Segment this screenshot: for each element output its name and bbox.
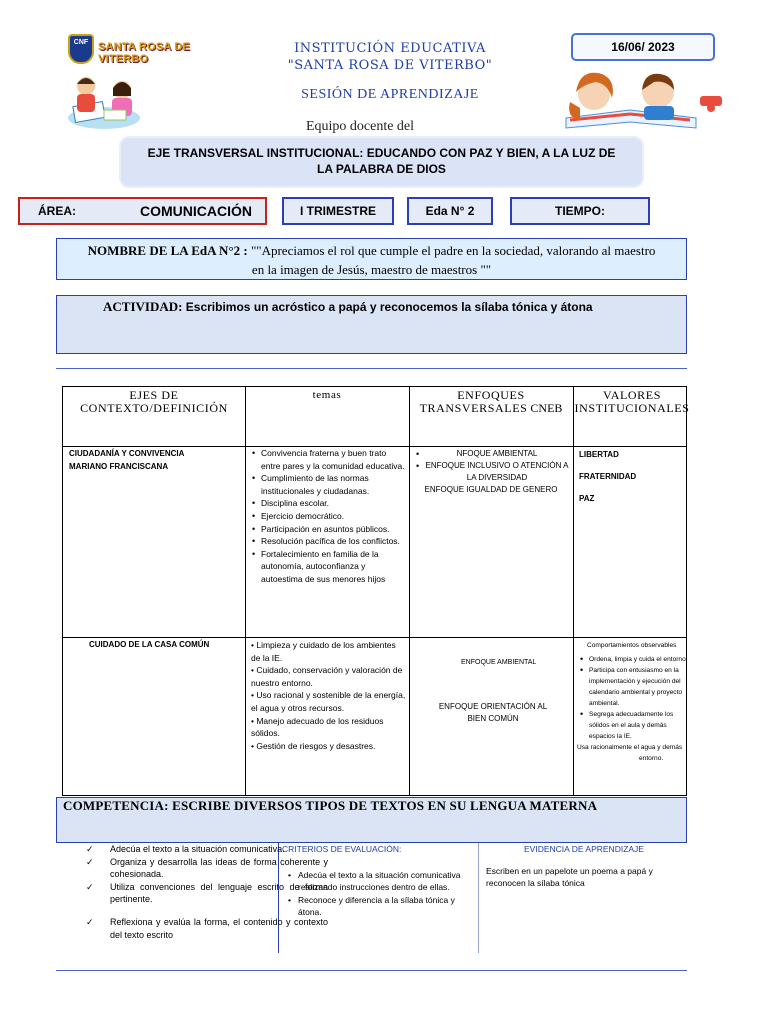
value-item: LIBERTAD xyxy=(579,450,619,459)
row2-enfoque-bien-comun: ENFOQUE ORIENTACIÓN AL BIEN COMÚN xyxy=(438,702,548,723)
row-divider xyxy=(63,637,686,638)
eda-name-box xyxy=(56,238,687,280)
header-enfoques: ENFOQUES TRANSVERSALES CNEB xyxy=(419,388,563,415)
row1-temas xyxy=(249,447,405,586)
topic-item: • Limpieza y cuidado de los ambientes de la IE. xyxy=(251,640,396,663)
trimester-box: I TRIMESTRE xyxy=(282,197,394,225)
area-label: ÁREA: xyxy=(38,204,76,218)
eda-name-text-1: ""Apreciamos el rol que cumple el padre en la sociedad, valorando al maestro xyxy=(247,243,656,258)
column-divider xyxy=(478,843,479,953)
header-temas: temas xyxy=(312,389,342,401)
area-box xyxy=(18,197,267,225)
school-logo-text: SANTA ROSA DE VITERBO xyxy=(98,41,191,65)
eda-name-label: NOMBRE DE LA EdA N°2 : xyxy=(87,243,248,258)
capacity-item: ✓ Reflexiona y evalúa la forma, el contenido y contexto del texto escrito xyxy=(86,916,328,941)
shield-icon: CNF xyxy=(68,34,94,64)
competence-detail xyxy=(56,843,687,953)
topic-item: • Participación en asuntos públicos. xyxy=(249,523,405,536)
row1-enfoques xyxy=(413,448,569,496)
column-divider xyxy=(409,387,410,795)
competence-title: COMPETENCIA: ESCRIBE DIVERSOS TIPOS DE TEXTOS EN SU LENGUA MATERNA xyxy=(63,798,598,813)
topic-item: • Manejo adecuado de los residuos sólidos. xyxy=(251,715,384,739)
row2-temas xyxy=(251,639,407,752)
header-ejes: EJES DE CONTEXTO/DEFINICIÓN xyxy=(80,388,228,415)
row2-eje: CUIDADO DE LA CASA COMÚN xyxy=(89,640,210,649)
topic-item: • Fortalecimiento en familia de la autonomía, autoconfianza y autoestima de sus menores hijos xyxy=(249,548,405,586)
time-box: TIEMPO: xyxy=(510,197,650,225)
children-book-illustration xyxy=(540,62,730,134)
activity-text: Escribimos un acróstico a papá y reconocemos la sílaba tónica y átona xyxy=(182,300,593,314)
competence-box xyxy=(56,797,687,843)
enfoque-igualdad: ENFOQUE IGUALDAD DE GENERO xyxy=(424,485,558,494)
transversal-axis-banner: EJE TRANSVERSAL INSTITUCIONAL: EDUCANDO CON PAZ Y BIEN, A LA LUZ DE LA PALABRA DE DIOS xyxy=(121,138,642,186)
topic-item: • Cuidado, conservación y valoración de nuestro entorno. xyxy=(251,665,403,688)
divider xyxy=(56,368,687,369)
header-valores: VALORES INSTITUCIONALES xyxy=(574,388,690,415)
children-reading-illustration xyxy=(64,66,146,132)
value-item: FRATERNIDAD xyxy=(579,472,637,481)
criterion-item: • Reconoce y diferencia a la sílaba tónica y átona. xyxy=(286,894,468,919)
approach-item: • ENFOQUE INCLUSIVO O ATENCIÓN A LA DIVERSIDAD xyxy=(413,460,569,484)
institution-title: INSTITUCIÓN EDUCATIVA "SANTA ROSA DE VITERBO" xyxy=(287,41,493,73)
evidence-title: EVIDENCIA DE APRENDIZAJE xyxy=(524,844,644,854)
evidence-text: Escriben en un papelote un poema a papá y reconocen la sílaba tónica xyxy=(486,866,653,889)
topic-item: • Gestión de riesgos y desastres. xyxy=(251,740,376,751)
activity-box xyxy=(56,295,687,354)
eda-name-text-2: en la imagen de Jesús, maestro de maestros "" xyxy=(251,262,492,277)
date-badge: 16/06/ 2023 xyxy=(571,33,715,61)
row1-eje: CIUDADANÍA Y CONVIVENCIA MARIANO FRANCISCANA xyxy=(69,449,185,471)
row1-valores xyxy=(579,448,687,510)
topic-item: • Ejercicio democrático. xyxy=(249,510,405,523)
column-divider xyxy=(573,387,574,795)
behavior-item: • Segrega adecuadamente los sólidos en el aula y demás espacios la IE. xyxy=(577,709,689,742)
teaching-team-label: Equipo docente del xyxy=(305,119,415,134)
criteria-list xyxy=(286,869,468,919)
row2-valores: Comportamientos observables • Ordena, limpia y cuida el entorno • Participa con entusiasmo en la implementación y ejecución del calendario ambiental y proyecto ambiental. • Segrega adecuadamente los sólidos en el aula y demás espacios la IE. Usa racionalmente el agua y demás entorno. xyxy=(577,640,689,764)
value-item: PAZ xyxy=(579,494,595,503)
eda-box: Eda N° 2 xyxy=(407,197,493,225)
approach-item: • NFOQUE AMBIENTAL xyxy=(413,448,569,460)
context-table xyxy=(62,386,690,796)
topic-item: • Uso racional y sostenible de la energía, el agua y otros recursos. xyxy=(251,690,406,713)
column-divider xyxy=(245,387,246,795)
criteria-title: CRITERIOS DE EVALUACIÓN: xyxy=(282,844,402,854)
session-title: SESIÓN DE APRENDIZAJE xyxy=(301,87,479,102)
topic-item: • Cumplimiento de las normas institucionales y ciudadanas. xyxy=(249,472,405,497)
behavior-item: • Ordena, limpia y cuida el entorno xyxy=(577,654,689,665)
topic-item: • Convivencia fraterna y buen trato entre pares y la comunidad educativa. xyxy=(249,447,405,472)
topic-item: • Disciplina escolar. xyxy=(249,497,405,510)
area-value: COMUNICACIÓN xyxy=(140,203,252,219)
capacity-item: ✓ Organiza y desarrolla las ideas de forma coherente y cohesionada. xyxy=(86,856,328,881)
criterion-item: • Adecúa el texto a la situación comunicativa realizando instrucciones dentro de ellas. xyxy=(286,869,468,894)
school-logo xyxy=(62,34,232,64)
behavior-item: • Participa con entusiasmo en la implementación y ejecución del calendario ambiental y proyecto ambiental. xyxy=(577,665,689,709)
topic-item: • Resolución pacífica de los conflictos. xyxy=(249,535,405,548)
row2-enfoque-ambiental: ENFOQUE AMBIENTAL xyxy=(461,659,537,666)
activity-label: ACTIVIDAD: xyxy=(103,299,183,314)
capacity-item: ✓ Utiliza convenciones del lenguaje escrito de forma pertinente. xyxy=(86,881,328,906)
capacity-item: ✓ Adecúa el texto a la situación comunicativa. xyxy=(86,843,328,856)
divider xyxy=(56,970,687,971)
